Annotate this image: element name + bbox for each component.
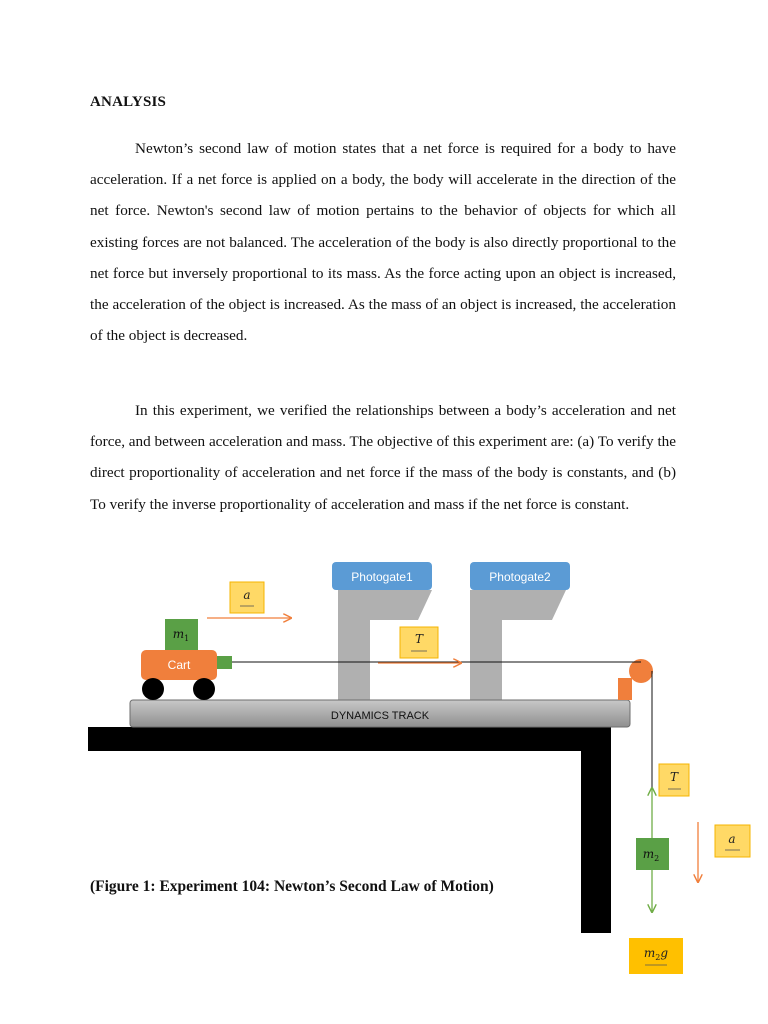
cart xyxy=(141,650,232,700)
tension-label-text: T xyxy=(414,632,424,646)
cart-wheel-left xyxy=(142,678,164,700)
photogate-2 xyxy=(470,562,570,700)
dynamics-track-label: DYNAMICS TRACK xyxy=(330,710,430,722)
pulley-bracket xyxy=(618,678,632,700)
photogate-2-label: Photogate2 xyxy=(489,570,551,584)
paragraph-2: In this experiment, we verified the relationships between a body’s acceleration and net force, and between acceleration and mass. The objective of this experiment are: (a) To verify the direct proportionality of acceleration and net force if the mass of the body is constants, and (b) To verify the inverse proportionality of acceleration and mass if the net force is constant. xyxy=(90,402,676,513)
section-heading: ANALYSIS xyxy=(90,94,167,110)
cart-wheel-right xyxy=(193,678,215,700)
pulley xyxy=(629,659,653,683)
table-top xyxy=(88,727,611,751)
cart-label: Cart xyxy=(167,658,191,672)
table-leg xyxy=(581,727,611,933)
cart-hook xyxy=(217,656,232,669)
accel-label-text: a xyxy=(243,588,251,602)
mass-m2-label: $m_2$ xyxy=(642,847,660,863)
mass-m1-label: $m_1$ xyxy=(172,627,190,643)
weight-label-text: $m_2g$ xyxy=(643,946,669,962)
photogate-1-label: Photogate1 xyxy=(351,570,413,584)
paragraph-1: Newton’s second law of motion states that a net force is required for a body to have acceleration. If a net force is applied on a body, the body will accelerate in the direction of the net force. Newton's second law of motion pertains to the behavior of objects for which all existing forces are not balanced. The acceleration of the body is also directly proportional to the net force but inversely proportional to its mass. As the force acting upon an object is increased, the acceleration of the object is increased. As the mass of an object is increased, the acceleration of the object is decreased. xyxy=(90,140,676,345)
accel-label-text-vertical: a xyxy=(728,832,736,846)
figure-caption: (Figure 1: Experiment 104: Newton’s Second Law of Motion) xyxy=(90,878,494,895)
tension-label-text-vertical: T xyxy=(669,770,679,784)
